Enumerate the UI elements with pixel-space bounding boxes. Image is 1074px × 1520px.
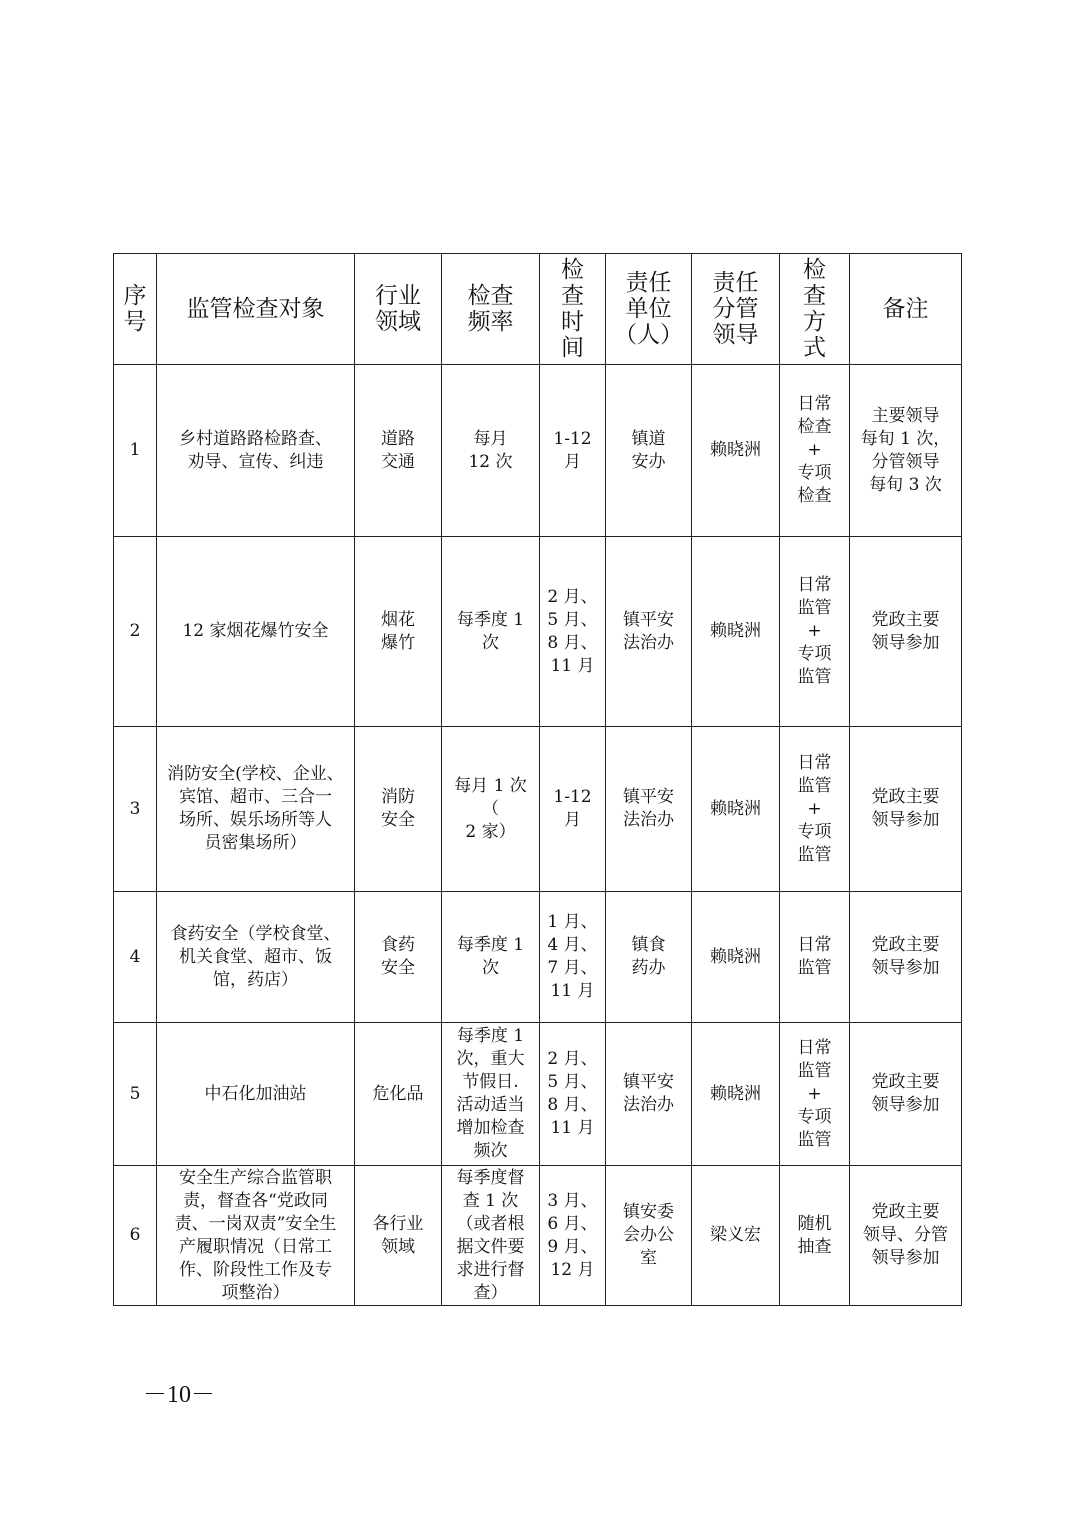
cell-seq: 2 bbox=[114, 537, 157, 727]
cell-unit: 镇道 安办 bbox=[606, 365, 692, 537]
cell-unit: 镇平安 法治办 bbox=[606, 537, 692, 727]
cell-time: 1 月、 4 月、 7 月、 11 月 bbox=[540, 892, 606, 1023]
table-row bbox=[114, 892, 962, 1023]
cell-frequency: 每季度 1 次，重大 节假日. 活动适当 增加检查 频次 bbox=[442, 1023, 540, 1166]
cell-remarks: 主要领导 每旬 1 次， 分管领导 每旬 3 次 bbox=[850, 365, 962, 537]
cell-target: 食药安全（学校食堂、 机关食堂、超市、饭 馆，药店） bbox=[157, 892, 355, 1023]
cell-field: 各行业 领域 bbox=[355, 1166, 442, 1306]
cell-remarks: 党政主要 领导参加 bbox=[850, 727, 962, 892]
cell-field: 食药 安全 bbox=[355, 892, 442, 1023]
cell-seq: 3 bbox=[114, 727, 157, 892]
cell-time: 1-12 月 bbox=[540, 727, 606, 892]
cell-frequency: 每季度 1 次 bbox=[442, 537, 540, 727]
cell-leader: 赖晓洲 bbox=[692, 892, 780, 1023]
table-row bbox=[114, 537, 962, 727]
cell-leader: 赖晓洲 bbox=[692, 365, 780, 537]
table-row bbox=[114, 1166, 962, 1306]
cell-leader: 赖晓洲 bbox=[692, 1023, 780, 1166]
cell-remarks: 党政主要 领导参加 bbox=[850, 1023, 962, 1166]
header-row bbox=[114, 254, 962, 365]
cell-method: 日常 监管 + 专项 监管 bbox=[780, 727, 850, 892]
cell-seq: 1 bbox=[114, 365, 157, 537]
cell-target: 安全生产综合监管职 责，督查各“党政同 责、一岗双责”安全生 产履职情况（日常工 作、阶段性工作及专 项整治） bbox=[157, 1166, 355, 1306]
header-target: 监管检查对象 bbox=[157, 254, 355, 365]
cell-target: 乡村道路路检路查、 劝导、宣传、纠违 bbox=[157, 365, 355, 537]
cell-field: 道路 交通 bbox=[355, 365, 442, 537]
cell-leader: 赖晓洲 bbox=[692, 727, 780, 892]
cell-method: 随机 抽查 bbox=[780, 1166, 850, 1306]
cell-frequency: 每月 12 次 bbox=[442, 365, 540, 537]
cell-unit: 镇平安 法治办 bbox=[606, 727, 692, 892]
cell-leader: 赖晓洲 bbox=[692, 537, 780, 727]
header-time: 检 查 时 间 bbox=[540, 254, 606, 365]
cell-time: 2 月、 5 月、 8 月、 11 月 bbox=[540, 1023, 606, 1166]
table-row bbox=[114, 1023, 962, 1166]
header-unit: 责任 单位 （人） bbox=[606, 254, 692, 365]
cell-method: 日常 监管 + 专项 监管 bbox=[780, 537, 850, 727]
cell-remarks: 党政主要 领导参加 bbox=[850, 537, 962, 727]
header-field: 行业 领域 bbox=[355, 254, 442, 365]
cell-method: 日常 检查 + 专项 检查 bbox=[780, 365, 850, 537]
cell-remarks: 党政主要 领导、分管 领导参加 bbox=[850, 1166, 962, 1306]
header-seq: 序 号 bbox=[114, 254, 157, 365]
page-number: －10－ bbox=[143, 1382, 215, 1408]
cell-leader: 梁义宏 bbox=[692, 1166, 780, 1306]
cell-frequency: 每季度督 查 1 次 （或者根 据文件要 求进行督 查） bbox=[442, 1166, 540, 1306]
header-leader: 责任 分管 领导 bbox=[692, 254, 780, 365]
cell-field: 危化品 bbox=[355, 1023, 442, 1166]
cell-seq: 5 bbox=[114, 1023, 157, 1166]
table-row bbox=[114, 365, 962, 537]
cell-frequency: 每季度 1 次 bbox=[442, 892, 540, 1023]
cell-frequency: 每月 1 次 （ 2 家） bbox=[442, 727, 540, 892]
cell-unit: 镇食 药办 bbox=[606, 892, 692, 1023]
cell-target: 12 家烟花爆竹安全 bbox=[157, 537, 355, 727]
cell-target: 中石化加油站 bbox=[157, 1023, 355, 1166]
table-row bbox=[114, 727, 962, 892]
cell-field: 烟花 爆竹 bbox=[355, 537, 442, 727]
cell-seq: 6 bbox=[114, 1166, 157, 1306]
cell-time: 2 月、 5 月、 8 月、 11 月 bbox=[540, 537, 606, 727]
cell-time: 3 月、 6 月、 9 月、 12 月 bbox=[540, 1166, 606, 1306]
header-frequency: 检查 频率 bbox=[442, 254, 540, 365]
cell-unit: 镇安委 会办公 室 bbox=[606, 1166, 692, 1306]
cell-field: 消防 安全 bbox=[355, 727, 442, 892]
inspection-schedule-table bbox=[113, 253, 962, 1306]
cell-unit: 镇平安 法治办 bbox=[606, 1023, 692, 1166]
cell-method: 日常 监管 bbox=[780, 892, 850, 1023]
cell-target: 消防安全(学校、企业、 宾馆、超市、三合一 场所、娱乐场所等人 员密集场所） bbox=[157, 727, 355, 892]
header-method: 检 查 方 式 bbox=[780, 254, 850, 365]
cell-remarks: 党政主要 领导参加 bbox=[850, 892, 962, 1023]
cell-time: 1-12 月 bbox=[540, 365, 606, 537]
cell-seq: 4 bbox=[114, 892, 157, 1023]
cell-method: 日常 监管 + 专项 监管 bbox=[780, 1023, 850, 1166]
header-remarks: 备注 bbox=[850, 254, 962, 365]
